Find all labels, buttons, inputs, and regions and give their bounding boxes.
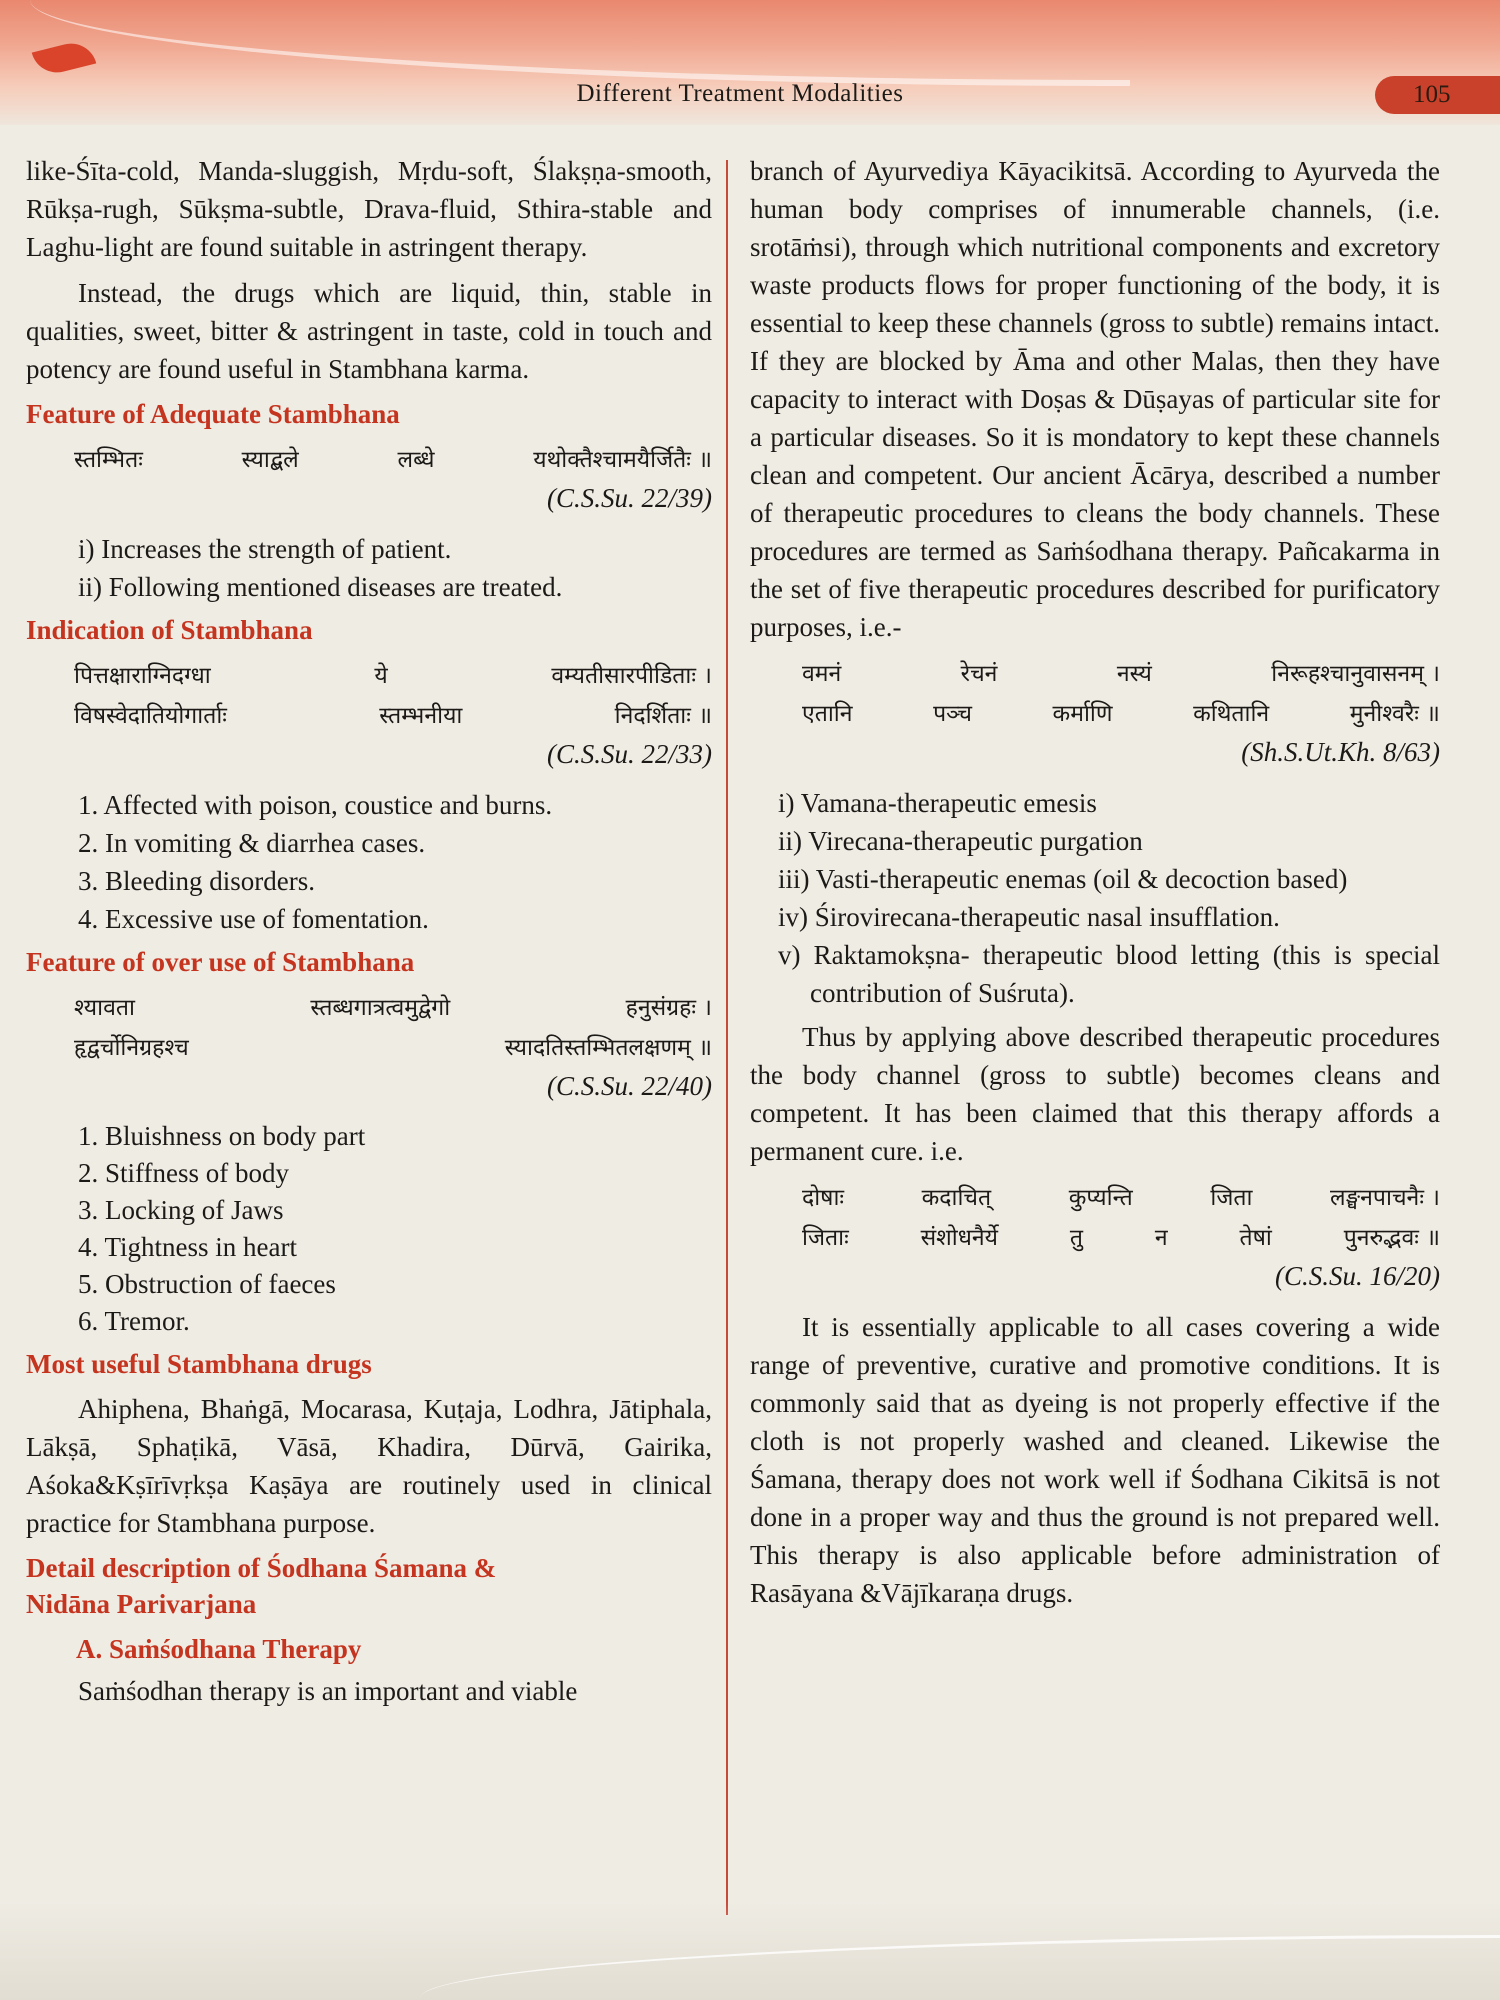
- list-item: i) Vamana-therapeutic emesis: [778, 788, 1097, 818]
- applicable-paragraph: It is essentially applicable to all cases covering a wide range of preventive, curative and promotive conditions. It is commonly said that as dyeing is not properly effective if the cloth is not properly washed and cleaned. Likewise the Śamana, therapy does not work well if Śodhana Cikitsā is not done in a proper way and thus the ground is not prepared well. This therapy is also applicable before administration of Rasāyana &Vājīkaraṇa drugs.: [750, 1312, 1440, 1608]
- verse-word: रेचनं: [960, 661, 998, 687]
- running-title: Different Treatment Modalities: [576, 80, 904, 107]
- list-item: ii) Following mentioned diseases are treated.: [78, 572, 563, 602]
- verse-word: लब्धे: [397, 447, 435, 473]
- verse-line: [74, 440, 712, 480]
- verse-word: स्तम्भनीया: [379, 703, 463, 729]
- list-item: 1. Affected with poison, coustice and burns.: [78, 790, 553, 820]
- list-item: 2. Stiffness of body: [78, 1158, 290, 1188]
- list-item: 4. Excessive use of fomentation.: [78, 904, 429, 934]
- verse-word: कर्माणि: [1052, 701, 1113, 727]
- intro-paragraph: like-Śīta-cold, Manda-sluggish, Mṛdu-soft, Ślakṣṇa-smooth, Rūkṣa-rugh, Sūkṣma-subtle, Drava-fluid, Sthira-stable and Laghu-light are found suitable in astringent therapy.: [26, 156, 712, 262]
- verse-reference: (C.S.Su. 22/40): [547, 1071, 712, 1101]
- list-item: iii) Vasti-therapeutic enemas (oil & decoction based): [778, 864, 1348, 894]
- verse-word: जिता: [1210, 1185, 1253, 1211]
- verse-word: कदाचित्: [921, 1185, 992, 1211]
- verse-word: पञ्च: [933, 701, 972, 727]
- verse-word: हृद्वर्चोनिग्रहश्च: [74, 1035, 189, 1061]
- verse-reference: (C.S.Su. 22/33): [547, 739, 712, 769]
- panchakarma-list: [750, 784, 1440, 1012]
- heading-samsodhana-therapy: A. Saṁśodhana Therapy: [76, 1634, 362, 1664]
- column-divider: [726, 160, 728, 1915]
- verse-word: हनुसंग्रहः ।: [625, 995, 712, 1021]
- verse-panchakarma: [750, 654, 1440, 734]
- list-item: 3. Bleeding disorders.: [78, 866, 315, 896]
- page-number: 105: [1375, 76, 1500, 114]
- verse-word: एतानि: [802, 701, 853, 727]
- list-item: i) Increases the strength of patient.: [78, 534, 452, 564]
- verse-indication: [26, 656, 712, 736]
- verse-word: पित्तक्षाराग्निदग्धा: [74, 663, 211, 689]
- verse-line: [74, 656, 712, 696]
- channels-paragraph: branch of Ayurvediya Kāyacikitsā. According to Ayurveda the human body comprises of innumerable channels, (i.e. srotāṁsi), through which nutritional components and excretory waste products flows for proper functioning of the body, it is essential to keep these channels (gross to subtle) remains intact. If they are blocked by Āma and other Malas, then they have capacity to interact with Doṣas & Dūṣayas of particular site for a particular diseases. So it is mondatory to kept these channels clean and competent. Our ancient Ācārya, described a number of therapeutic procedures to cleans the body channels. These procedures are termed as Saṁśodhana therapy. Pañcakarma in the set of five therapeutic procedures described for purificatory purposes, i.e.-: [750, 156, 1440, 642]
- verse-line: [74, 696, 712, 736]
- verse-word: निदर्शिताः ॥: [614, 703, 712, 729]
- heading-detail-description-2: Nidāna Parivarjana: [26, 1589, 257, 1619]
- verse-word: तेषां: [1239, 1225, 1272, 1251]
- verse-reference: (Sh.S.Ut.Kh. 8/63): [1241, 737, 1440, 767]
- verse-line: [74, 988, 712, 1028]
- heading-indication: Indication of Stambhana: [26, 615, 313, 645]
- verse-word: यथोक्तैश्चामयैर्जितैः ॥: [533, 447, 712, 473]
- verse-word: संशोधनैर्ये: [920, 1225, 999, 1251]
- verse-line: [802, 694, 1440, 734]
- verse-word: स्यादतिस्तम्भितलक्षणम् ॥: [504, 1035, 712, 1061]
- verse-reference: (C.S.Su. 22/39): [547, 483, 712, 513]
- verse-word: स्तब्धगात्रत्वमुद्वेगो: [310, 995, 451, 1021]
- heading-detail-description: Detail description of Śodhana Śamana &: [26, 1553, 497, 1583]
- verse-word: स्तम्भितः: [74, 447, 143, 473]
- verse-reference: (C.S.Su. 16/20): [1275, 1261, 1440, 1291]
- right-column: [750, 152, 1440, 1620]
- verse-word: वमनं: [802, 661, 842, 687]
- verse-dosha: [750, 1178, 1440, 1258]
- verse-word: निरूहश्चानुवासनम् ।: [1271, 661, 1440, 687]
- list-item: 3. Locking of Jaws: [78, 1195, 284, 1225]
- verse-word: न: [1154, 1225, 1168, 1251]
- verse-word: कुप्यन्ति: [1068, 1185, 1133, 1211]
- verse-line: [74, 1028, 712, 1068]
- list-item: 1. Bluishness on body part: [78, 1121, 366, 1151]
- verse-word: जिताः: [802, 1225, 849, 1251]
- verse-word: मुनीश्वरैः ॥: [1349, 701, 1440, 727]
- heading-adequate-stambhana: Feature of Adequate Stambhana: [26, 399, 400, 429]
- verse-word: तु: [1069, 1225, 1083, 1251]
- heading-stambhana-drugs: Most useful Stambhana drugs: [26, 1349, 372, 1379]
- overuse-list: [26, 1118, 712, 1340]
- list-item: 4. Tightness in heart: [78, 1232, 298, 1262]
- list-item: 6. Tremor.: [78, 1306, 190, 1336]
- list-item: 5. Obstruction of faeces: [78, 1269, 336, 1299]
- samsodhan-paragraph: Saṁśodhan therapy is an important and viable: [78, 1676, 578, 1706]
- list-item: ii) Virecana-therapeutic purgation: [778, 826, 1143, 856]
- indication-list: [26, 786, 712, 938]
- thus-paragraph: Thus by applying above described therapeutic procedures the body channel (gross to subtle) becomes cleans and competent. It has been claimed that this therapy affords a permanent cure. i.e.: [750, 1022, 1440, 1166]
- verse-line: [802, 654, 1440, 694]
- verse-word: कथितानि: [1193, 701, 1270, 727]
- verse-word: दोषाः: [802, 1185, 845, 1211]
- instead-paragraph: Instead, the drugs which are liquid, thin, stable in qualities, sweet, bitter & astringent in taste, cold in touch and potency are found useful in Stambhana karma.: [26, 278, 712, 384]
- list-item: 2. In vomiting & diarrhea cases.: [78, 828, 426, 858]
- verse-word: ये: [374, 663, 388, 689]
- verse-word: नस्यं: [1116, 661, 1152, 687]
- adequate-list: [26, 530, 712, 606]
- verse-word: श्यावता: [74, 995, 135, 1021]
- verse-adequate: [26, 440, 712, 480]
- verse-word: विषस्वेदातियोगार्ताः: [74, 703, 227, 729]
- verse-word: वम्यतीसारपीडिताः ।: [551, 663, 712, 689]
- left-column: [26, 152, 712, 1718]
- verse-line: [802, 1178, 1440, 1218]
- verse-word: स्याद्बले: [241, 447, 299, 473]
- list-item: v) Raktamokṣna- therapeutic blood letting (this is special contribution of Suśruta).: [778, 940, 1440, 1008]
- verse-word: लङ्घनपाचनैः ।: [1330, 1185, 1440, 1211]
- list-item: iv) Śirovirecana-therapeutic nasal insufflation.: [778, 902, 1280, 932]
- heading-overuse: Feature of over use of Stambhana: [26, 947, 415, 977]
- drugs-paragraph: Ahiphena, Bhaṅgā, Mocarasa, Kuṭaja, Lodhra, Jātiphala, Lākṣā, Sphaṭikā, Vāsā, Khadira, Dūrvā, Gairika, Aśoka&Kṣīrīvṛkṣa Kaṣāya are routinely used in clinical practice for Stambhana purpose.: [26, 1394, 712, 1538]
- verse-overuse: [26, 988, 712, 1068]
- verse-line: [802, 1218, 1440, 1258]
- verse-word: पुनरुद्भवः ॥: [1343, 1225, 1440, 1251]
